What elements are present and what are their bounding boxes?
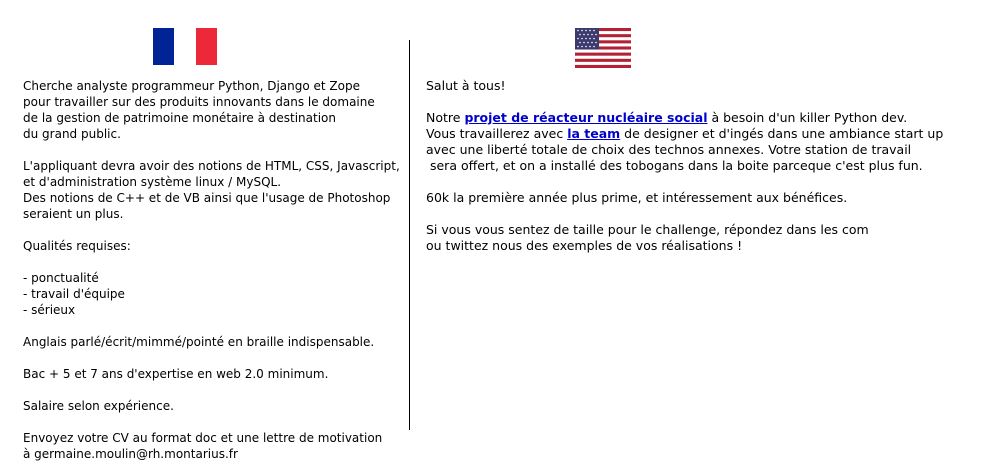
fr-line: pour travailler sur des produits innovants dans le domaine: [23, 95, 375, 109]
fr-line: Salaire selon expérience.: [23, 399, 174, 413]
fr-contact-line: à germaine.moulin@rh.montarius.fr: [23, 447, 238, 461]
fr-line: de la gestion de patrimoine monétaire à destination: [23, 111, 336, 125]
fr-line: Cherche analyste programmeur Python, Django et Zope: [23, 79, 360, 93]
en-line: [426, 110, 976, 126]
fr-list-item: - travail d'équipe: [23, 287, 125, 301]
fr-line: Envoyez votre CV au format doc et une lettre de motivation: [23, 431, 383, 445]
france-flag-icon: [153, 28, 217, 65]
en-line: sera offert, et on a installé des tobogans dans la boite parceque c'est plus fun.: [426, 158, 923, 173]
column-divider: [409, 40, 410, 430]
flag-stripe-white: [174, 28, 195, 65]
en-line: ou twittez nous des exemples de vos réalisations !: [426, 238, 743, 253]
flag-stripe-red: [196, 28, 217, 65]
fr-line: Des notions de C++ et de VB ainsi que l'usage de Photoshop: [23, 191, 391, 205]
fr-line: L'appliquant devra avoir des notions de HTML, CSS, Javascript,: [23, 159, 400, 173]
usa-flag-icon: [575, 28, 631, 68]
fr-line: Anglais parlé/écrit/mimmé/pointé en braille indispensable.: [23, 335, 375, 349]
en-line: 60k la première année plus prime, et intéressement aux bénéfices.: [426, 190, 848, 205]
text-fragment: à besoin d'un killer Python dev.: [707, 110, 908, 125]
fr-line: Qualités requises:: [23, 239, 131, 253]
text-fragment: Vous travaillerez avec: [426, 126, 568, 141]
en-line: Si vous vous sentez de taille pour le challenge, répondez dans les com: [426, 222, 869, 237]
en-line: [426, 126, 976, 142]
fr-list-item: - ponctualité: [23, 271, 99, 285]
fr-line: du grand public.: [23, 127, 121, 141]
french-offer-text: [23, 78, 403, 462]
fr-line: Bac + 5 et 7 ans d'expertise en web 2.0 minimum.: [23, 367, 329, 381]
greeting: Salut à tous!: [426, 78, 506, 93]
nuclear-project-link[interactable]: projet de réacteur nucléaire social: [464, 110, 708, 125]
en-line: avec une liberté totale de choix des technos annexes. Votre station de travail: [426, 142, 912, 157]
flag-stripe-blue: [153, 28, 174, 65]
text-fragment: de designer et d'ingés dans une ambiance start up: [620, 126, 944, 141]
fr-list-item: - sérieux: [23, 303, 76, 317]
fr-line: seraient un plus.: [23, 207, 124, 221]
fr-line: et d'administration système linux / MySQL.: [23, 175, 282, 189]
text-fragment: Notre: [426, 110, 465, 125]
team-link[interactable]: la team: [567, 126, 621, 141]
english-offer-text: [426, 78, 976, 254]
